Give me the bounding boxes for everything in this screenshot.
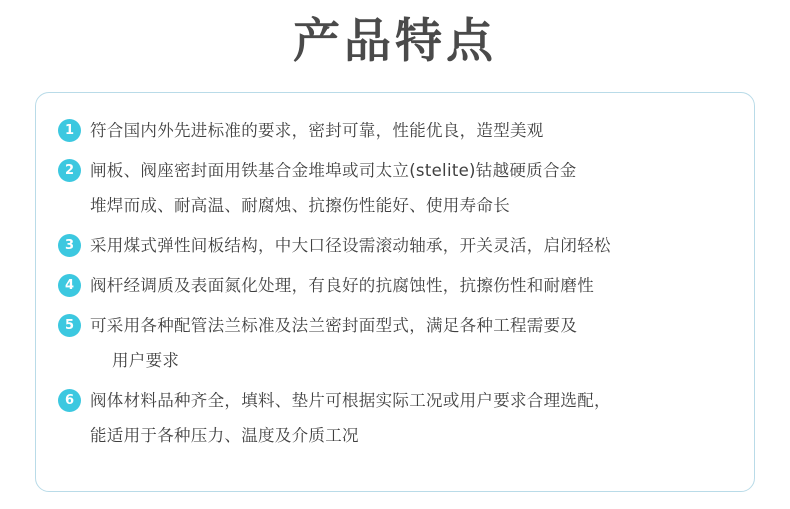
item-number-badge: 5	[58, 314, 81, 337]
item-number-badge: 4	[58, 274, 81, 297]
item-line: 闸板、阀座密封面用铁基合金堆埠或司太立(stelite)钴越硬质合金	[90, 161, 577, 180]
list-item	[58, 113, 728, 148]
item-text	[90, 383, 728, 453]
item-text	[90, 228, 728, 263]
features-list	[58, 113, 728, 453]
item-line: 阀体材料品种齐全，填料、垫片可根据实际工况或用户要求合理选配，	[90, 391, 611, 410]
list-item	[58, 153, 728, 223]
item-text	[90, 308, 728, 378]
item-line: 可采用各种配管法兰标准及法兰密封面型式，满足各种工程需要及	[90, 316, 578, 335]
item-number-badge: 3	[58, 234, 81, 257]
item-line: 阀杆经调质及表面氮化处理，有良好的抗腐蚀性，抗擦伤性和耐磨性	[90, 276, 594, 295]
item-line: 用户要求	[112, 351, 180, 370]
item-text	[90, 113, 728, 148]
item-number-badge: 6	[58, 389, 81, 412]
item-line: 采用煤式弹性间板结构，中大口径设需滚动轴承，开关灵活，启闭轻松	[90, 236, 611, 255]
item-line: 堆焊而成、耐高温、耐腐烛、抗擦伤性能好、使用寿命长	[90, 196, 510, 215]
list-item	[58, 383, 728, 453]
list-item	[58, 228, 728, 263]
item-line: 能适用于各种压力、温度及介质工况	[90, 426, 359, 445]
item-line: 符合国内外先进标准的要求，密封可靠，性能优良，造型美观	[90, 121, 544, 140]
list-item	[58, 268, 728, 303]
item-number-badge: 2	[58, 159, 81, 182]
item-number-badge: 1	[58, 119, 81, 142]
item-text	[90, 153, 728, 223]
list-item	[58, 308, 728, 378]
item-text	[90, 268, 728, 303]
features-panel	[35, 92, 755, 492]
page-title: 产品特点	[293, 14, 497, 69]
